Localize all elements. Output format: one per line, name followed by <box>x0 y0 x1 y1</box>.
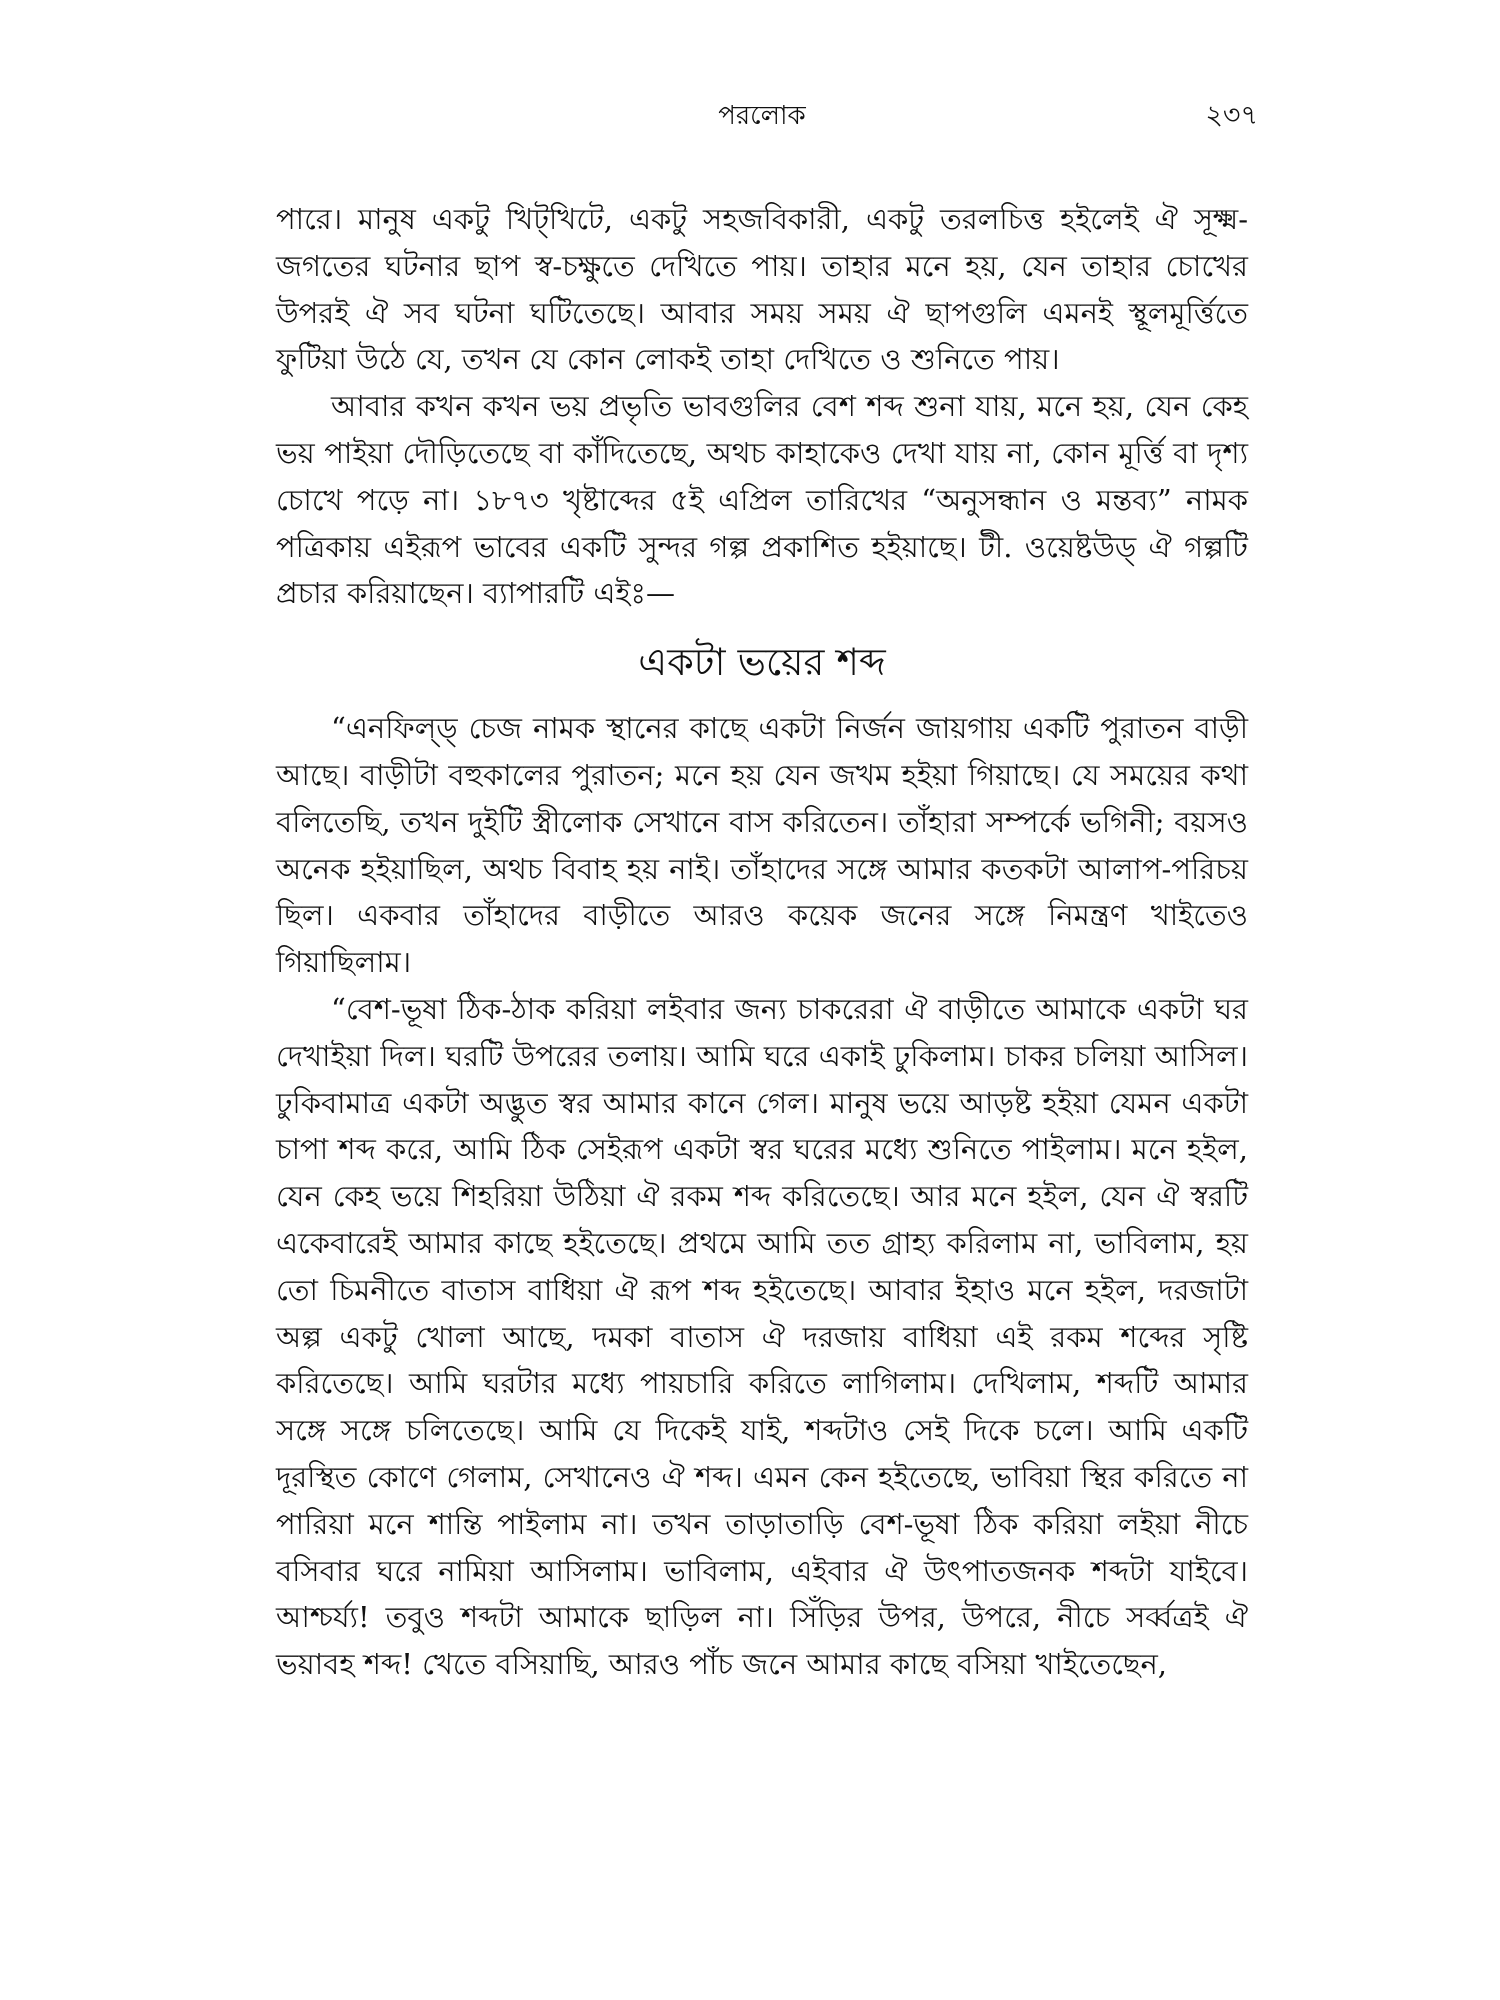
running-header <box>276 96 1258 136</box>
paragraph-story-1: “এনফিল্ড্‌ চেজ নামক স্থানের কাছে একটা নির্জন জায়গায় একটি পুরাতন বাড়ী আছে। বাড়ীটা বহুকালের পুরাতন; মনে হয় যেন জখম হইয়া গিয়াছে। যে সময়ের কথা বলিতেছি, তখন দুইটি স্ত্রীলোক সেখানে বাস করিতেন। তাঁহারা সম্পর্কে ভগিনী; বয়সও অনেক হইয়াছিল, অথচ বিবাহ হয় নাই। তাঁহাদের সঙ্গে আমার কতকটা আলাপ-পরিচয় ছিল। একবার তাঁহাদের বাড়ীতে আরও কয়েক জনের সঙ্গে নিমন্ত্রণ খাইতেও গিয়াছিলাম। <box>276 711 1248 980</box>
paragraph-intro: আবার কখন কখন ভয় প্রভৃতি ভাবগুলির বেশ শব্দ শুনা যায়, মনে হয়, যেন কেহ ভয় পাইয়া দৌড়িতেছে বা কাঁদিতেছে, অথচ কাহাকেও দেখা যায় না, কোন মূর্ত্তি বা দৃশ্য চোখে পড়ে না। ১৮৭৩ খৃষ্টাব্দের ৫ই এপ্রিল তারিখের “অনুসন্ধান ও মন্তব্য” নামক পত্রিকায় এইরূপ ভাবের একটি সুন্দর গল্প প্রকাশিত হইয়াছে। টী. ওয়েষ্টউড্‌ ঐ গল্পটি প্রচার করিয়াছেন। ব্যাপারটি এইঃ— <box>276 389 1248 611</box>
paragraph-continuation: পারে। মানুষ একটু খিট্‌খিটে, একটু সহজবিকারী, একটু তরলচিত্ত হইলেই ঐ সূক্ষ্ম-জগতের ঘটনার ছাপ স্ব-চক্ষুতে দেখিতে পায়। তাহার মনে হয়, যেন তাহার চোখের উপরই ঐ সব ঘটনা ঘটিতেছে। আবার সময় সময় ঐ ছাপগুলি এমনই স্থূলমূর্ত্তিতে ফুটিয়া উঠে যে, তখন যে কোন লোকই তাহা দেখিতে ও শুনিতে পায়। <box>276 202 1248 377</box>
page-number: ২৩৭ <box>1205 100 1258 131</box>
section-heading: একটা ভয়ের শব্দ <box>638 640 886 685</box>
running-title: পরলোক <box>718 101 806 131</box>
paragraph-story-2: “বেশ-ভূষা ঠিক-ঠাক করিয়া লইবার জন্য চাকরেরা ঐ বাড়ীতে আমাকে একটা ঘর দেখাইয়া দিল। ঘরটি উপরের তলায়। আমি ঘরে একাই ঢুকিলাম। চাকর চলিয়া আসিল। ঢুকিবামাত্র একটা অদ্ভুত স্বর আমার কানে গেল। মানুষ ভয়ে আড়ষ্ট হইয়া যেমন একটা চাপা শব্দ করে, আমি ঠিক সেইরূপ একটা স্বর ঘরের মধ্যে শুনিতে পাইলাম। মনে হইল, যেন কেহ ভয়ে শিহরিয়া উঠিয়া ঐ রকম শব্দ করিতেছে। আর মনে হইল, যেন ঐ স্বরটি একেবারেই আমার কাছে হইতেছে। প্রথমে আমি তত গ্রাহ্য করিলাম না, ভাবিলাম, হয় তো চিমনীতে বাতাস বাধিয়া ঐ রূপ শব্দ হইতেছে। আবার ইহাও মনে হইল, দরজাটা অল্প একটু খোলা আছে, দমকা বাতাস ঐ দরজায় বাধিয়া এই রকম শব্দের সৃষ্টি করিতেছে। আমি ঘরটার মধ্যে পায়চারি করিতে লাগিলাম। দেখিলাম, শব্দটি আমার সঙ্গে সঙ্গে চলিতেছে। আমি যে দিকেই যাই, শব্দটাও সেই দিকে চলে। আমি একটি দূরস্থিত কোণে গেলাম, সেখানেও ঐ শব্দ। এমন কেন হইতেছে, ভাবিয়া স্থির করিতে না পারিয়া মনে শান্তি পাইলাম না। তখন তাড়াতাড়ি বেশ-ভূষা ঠিক করিয়া লইয়া নীচে বসিবার ঘরে নামিয়া আসিলাম। ভাবিলাম, এইবার ঐ উৎপাতজনক শব্দটা যাইবে। আশ্চর্য্য! তবুও শব্দটা আমাকে ছাড়িল না। সিঁড়ির উপর, উপরে, নীচে সর্ব্বত্রই ঐ ভয়াবহ শব্দ! খেতে বসিয়াছি, আরও পাঁচ জনে আমার কাছে বসিয়া খাইতেছেন, <box>276 991 1249 1682</box>
body-text <box>276 196 1248 1688</box>
